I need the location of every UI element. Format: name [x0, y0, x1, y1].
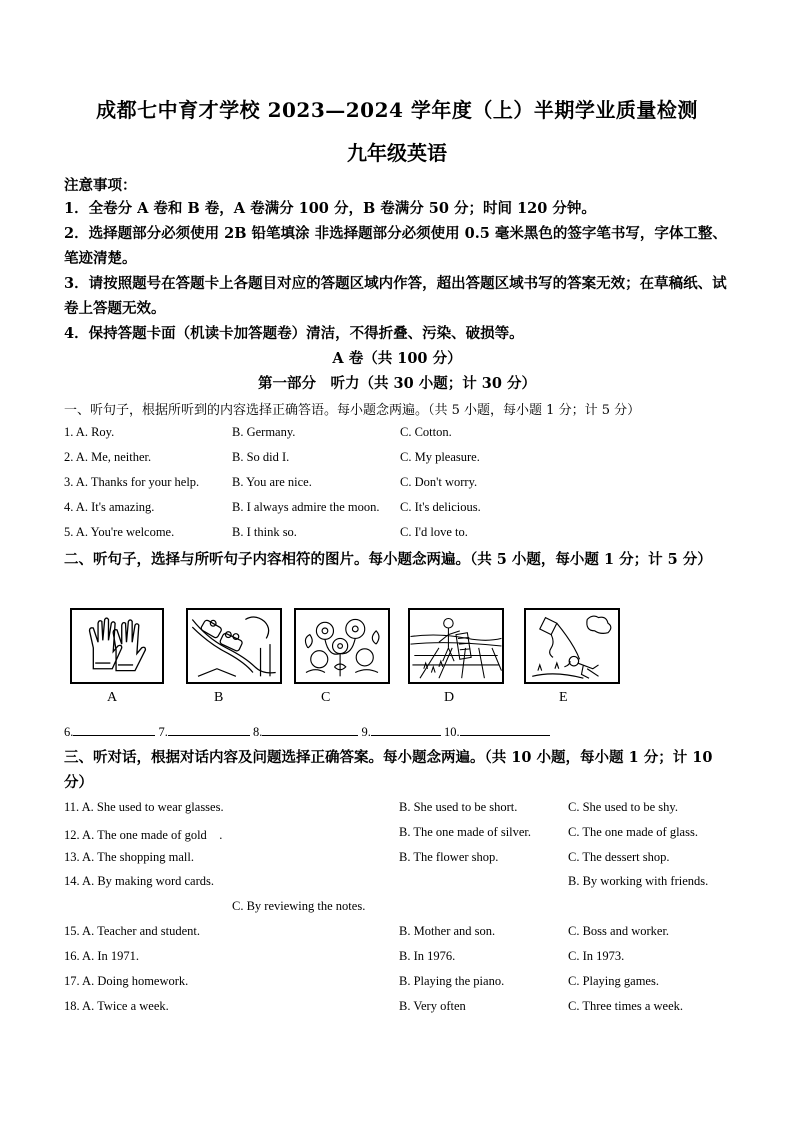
section1-instruction: 一、听句子，根据所听到的内容选择正确答语。每小题念两遍。（共 5 小题，每小题 1 分；计 5 分）	[64, 403, 641, 418]
picture-b	[186, 608, 282, 684]
exam-subject: 九年级英语	[347, 141, 447, 165]
notice-item-2: 2．选择题部分必须使用 2B 铅笔填涂 非选择题部分必须使用 0.5 毫米黑色的签字笔书写，字体工整、笔迹清楚。	[64, 225, 727, 267]
option-3c: C. Don't worry.	[400, 475, 478, 489]
notice-heading: 注意事项：	[64, 177, 137, 194]
option-4b: B. I always admire the moon.	[232, 500, 380, 514]
option-13b: B. The flower shop.	[399, 850, 499, 864]
option-12b: B. The one made of silver.	[399, 825, 532, 839]
picture-c	[294, 608, 390, 684]
answer-blank-8[interactable]	[262, 722, 358, 736]
picture-a	[70, 608, 164, 684]
option-5a: 5. A. You're welcome.	[64, 525, 175, 539]
blank-label-9: 9.	[361, 725, 371, 739]
part1-title: 第一部分 听力（共 30 小题；计 30 分）	[257, 375, 537, 392]
flowers-icon	[296, 610, 388, 682]
volume-a-title: A 卷（共 100 分）	[332, 350, 462, 367]
option-11b: B. She used to be short.	[399, 800, 518, 814]
option-15a: 15. A. Teacher and student.	[64, 924, 201, 938]
option-14a: 14. A. By making word cards.	[64, 874, 214, 888]
picture-label-e: E	[559, 690, 568, 705]
picture-e	[524, 608, 620, 684]
option-16c: C. In 1973.	[568, 949, 625, 963]
option-17b: B. Playing the piano.	[399, 974, 505, 988]
option-13c: C. The dessert shop.	[568, 850, 670, 864]
picture-label-b: B	[214, 690, 224, 705]
answer-blank-6[interactable]	[73, 722, 155, 736]
answer-blank-10[interactable]	[460, 722, 550, 736]
option-17a: 17. A. Doing homework.	[64, 974, 189, 988]
picture-label-d: D	[444, 690, 455, 705]
option-13a: 13. A. The shopping mall.	[64, 850, 194, 864]
picture-label-a: A	[107, 690, 118, 705]
option-3b: B. You are nice.	[232, 475, 312, 489]
option-16a: 16. A. In 1971.	[64, 949, 139, 963]
gloves-icon	[72, 610, 162, 682]
option-5b: B. I think so.	[232, 525, 297, 539]
section3-instruction: 三、听对话，根据对话内容及问题选择正确答案。每小题念两遍。（共 10 小题，每小题 1 分；计 10 分）	[64, 749, 713, 791]
picture-label-c: C	[321, 690, 331, 705]
section2-instruction: 二、听句子，选择与所听句子内容相符的图片。每小题念两遍。（共 5 小题，每小题 1 分；计 5 分）	[64, 551, 712, 568]
option-15c: C. Boss and worker.	[568, 924, 670, 938]
option-2c: C. My pleasure.	[400, 450, 480, 464]
notice-item-4: 4．保持答题卡面（机读卡加答题卷）清洁，不得折叠、污染、破损等。	[64, 325, 524, 342]
option-5c: C. I'd love to.	[400, 525, 468, 539]
farmer-field-icon	[410, 610, 502, 682]
option-18a: 18. A. Twice a week.	[64, 999, 169, 1013]
option-16b: B. In 1976.	[399, 949, 456, 963]
option-1b: B. Germany.	[232, 425, 296, 439]
option-1a: 1. A. Roy.	[64, 425, 115, 439]
roller-coaster-icon	[188, 610, 280, 682]
blank-label-7: 7.	[158, 725, 168, 739]
picture-d	[408, 608, 504, 684]
answer-blank-9[interactable]	[371, 722, 441, 736]
option-1c: C. Cotton.	[400, 425, 452, 439]
section2-answer-blanks	[64, 722, 550, 740]
answer-blank-7[interactable]	[168, 722, 250, 736]
notice-item-1: 1．全卷分 A 卷和 B 卷，A 卷满分 100 分，B 卷满分 50 分；时间 120 分钟。	[64, 200, 596, 217]
option-12a: 12. A. The one made of gold .	[64, 828, 223, 842]
option-2a: 2. A. Me, neither.	[64, 450, 152, 464]
option-14b: B. By working with friends.	[568, 874, 709, 888]
option-11a: 11. A. She used to wear glasses.	[64, 800, 224, 814]
option-2b: B. So did I.	[232, 450, 290, 464]
option-14c: C. By reviewing the notes.	[232, 899, 366, 913]
option-18b: B. Very often	[399, 999, 466, 1013]
notice-item-3: 3．请按照题号在答题卡上各题目对应的答题区域内作答，超出答题区域书写的答案无效；在草稿纸、试卷上答题无效。	[64, 275, 727, 317]
option-15b: B. Mother and son.	[399, 924, 496, 938]
option-4c: C. It's delicious.	[400, 500, 481, 514]
blank-label-8: 8.	[253, 725, 263, 739]
blank-label-10: 10.	[444, 725, 460, 739]
option-18c: C. Three times a week.	[568, 999, 684, 1013]
option-4a: 4. A. It's amazing.	[64, 500, 155, 514]
option-11c: C. She used to be shy.	[568, 800, 678, 814]
exam-title: 成都七中育才学校 2023—2024 学年度（上）半期学业质量检测	[96, 98, 698, 122]
option-3a: 3. A. Thanks for your help.	[64, 475, 200, 489]
kite-child-icon	[526, 610, 618, 682]
blank-label-6: 6.	[64, 725, 74, 739]
option-17c: C. Playing games.	[568, 974, 659, 988]
option-12c: C. The one made of glass.	[568, 825, 698, 839]
